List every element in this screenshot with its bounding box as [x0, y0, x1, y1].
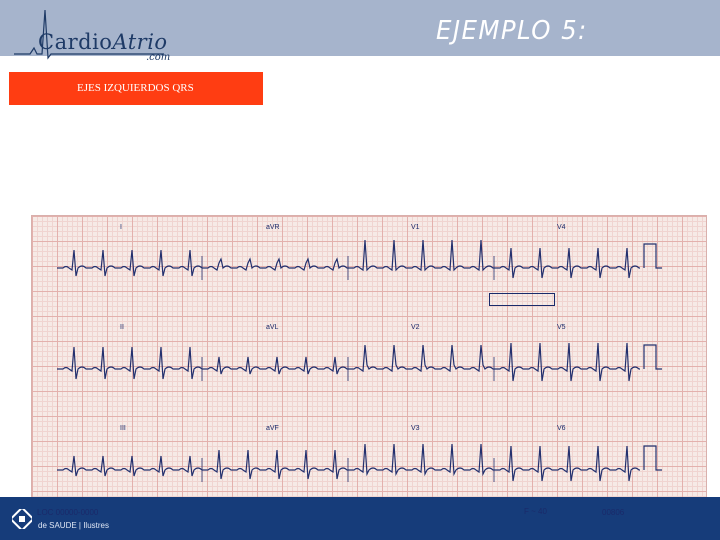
calibration-pulse-row-1 — [644, 244, 662, 268]
ecg-trace-row-2 — [57, 343, 640, 381]
ecg-strip — [31, 215, 707, 523]
ecg-filter-box — [489, 293, 555, 306]
lead-label-v4: V4 — [557, 224, 566, 231]
lead-label-v2: V2 — [411, 324, 420, 331]
logo-subtext: .com — [146, 52, 171, 63]
lead-label-v1: V1 — [411, 224, 420, 231]
lead-label-avf: aVF — [266, 425, 279, 432]
footer-text: de SAUDE | Ilustres — [38, 521, 109, 530]
calibration-pulse-row-3 — [644, 446, 662, 470]
calibration-pulse-row-2 — [644, 345, 662, 369]
lead-label-ii: II — [120, 324, 124, 331]
logo-text — [38, 30, 168, 54]
slide-title: EJEMPLO 5: — [436, 16, 588, 46]
footer-logo-icon — [12, 509, 32, 529]
topic-tag — [9, 72, 263, 105]
lead-label-v3: V3 — [411, 425, 420, 432]
ecg-loc-text: LOC 00000-0000 — [37, 508, 99, 517]
lead-label-avr: aVR — [266, 224, 280, 231]
topic-tag-label: EJES IZQUIERDOS QRS — [77, 82, 194, 94]
footer-band — [0, 497, 720, 540]
cardioatrio-logo — [14, 6, 184, 66]
lead-label-v5: V5 — [557, 324, 566, 331]
ecg-traces — [32, 216, 708, 524]
lead-label-avl: aVL — [266, 324, 279, 331]
ecg-trace-row-1 — [57, 240, 640, 278]
lead-label-iii: III — [120, 425, 126, 432]
logo-part1: Cardio — [38, 30, 113, 54]
lead-label-v6: V6 — [557, 425, 566, 432]
ecg-trace-row-3 — [57, 444, 640, 481]
logo-part2: Atrio — [112, 30, 168, 54]
ecg-code-text: 00806 — [602, 508, 625, 517]
lead-label-i: I — [120, 224, 122, 231]
ecg-filter-text: F ~ 40 — [524, 507, 547, 516]
